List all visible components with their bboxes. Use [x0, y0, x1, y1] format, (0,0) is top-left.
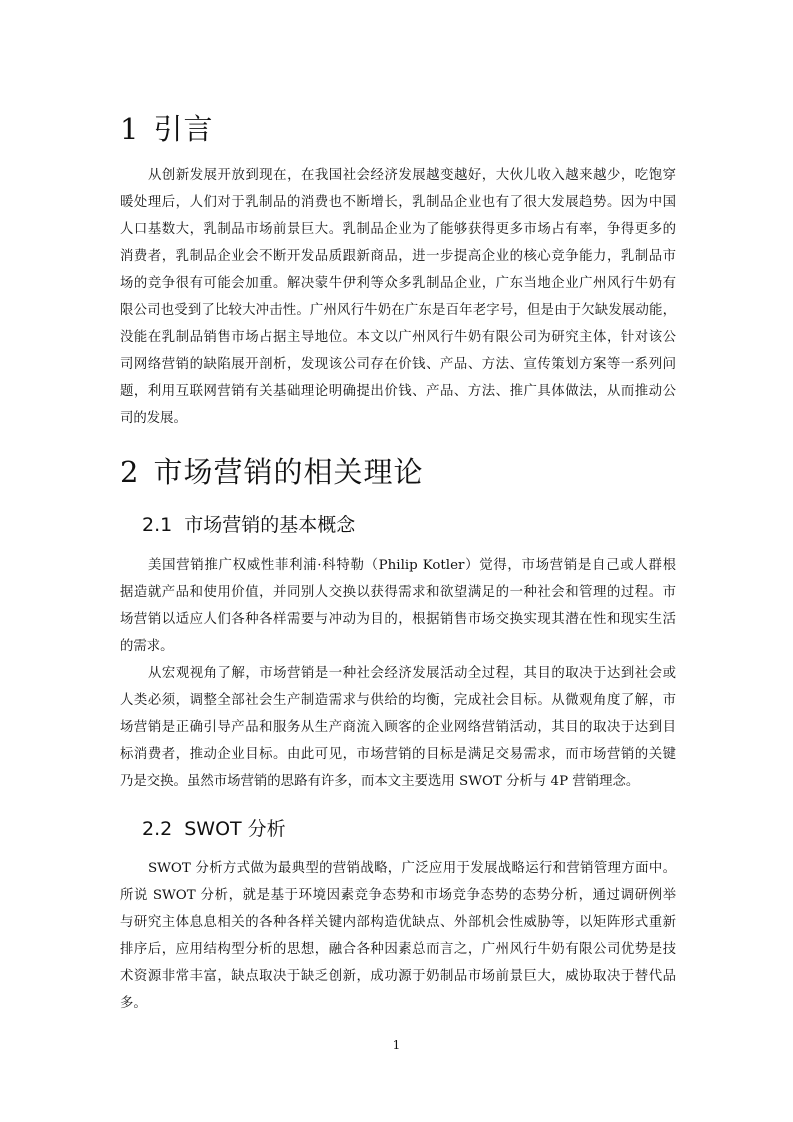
text-line: 所说 SWOT 分析，就是基于环境因素竞争态势和市场竞争态势的态势分析，通过调研例举	[120, 888, 676, 903]
text-line: 场的竞争很有可能会加重。解决蒙牛伊利等众多乳制品企业，广东当地企业广州风行牛奶有	[120, 276, 676, 291]
section-title: 引言	[153, 112, 214, 146]
text-line: 人类必须，调整全部社会生产制造需求与供给的均衡，完成社会目标。从微观角度了解，市	[120, 693, 676, 708]
text-line: 排序后，应用结构型分析的思想，融合各种因素总而言之，广州风行牛奶有限公司优势是技	[120, 942, 676, 957]
text-line: 消费者，乳制品企业会不断开发品质跟新商品，进一步提高企业的核心竞争能力，乳制品市	[120, 249, 676, 264]
text-line: 没能在乳制品销售市场占据主导地位。本文以广州风行牛奶有限公司为研究主体，针对该公	[120, 330, 676, 345]
page-number: 1	[392, 1038, 401, 1052]
section-title: 市场营销的相关理论	[153, 455, 424, 489]
section-number: 2	[120, 455, 140, 489]
text-line: 司的发展。	[120, 411, 187, 426]
text-line: SWOT 分析方式做为最典型的营销战略，广泛应用于发展战略运行和营销管理方面中。	[148, 861, 676, 876]
text-line: 司网络营销的缺陷展开剖析，发现该公司存在价钱、产品、方法、宣传策划方案等一系列问	[120, 357, 676, 372]
subsection-number: 2.1	[142, 514, 173, 536]
text-line: 术资源非常丰富，缺点取决于缺乏创新，成功源于奶制品市场前景巨大，威协取决于替代品	[120, 969, 676, 984]
text-line: 乃是交换。虽然市场营销的思路有许多，而本文主要选用 SWOT 分析与 4P 营销理念。	[120, 774, 640, 789]
text-line: 多。	[120, 996, 147, 1011]
text-line: 标消费者，推动企业目标。由此可见，市场营销的目标是满足交易需求，而市场营销的关键	[120, 747, 676, 762]
subsection-heading-2-2	[142, 820, 286, 839]
text-line: 题，利用互联网营销有关基础理论明确提出价钱、产品、方法、推广具体做法，从而推动公	[120, 384, 676, 399]
text-line: 限公司也受到了比较大冲击性。广州风行牛奶在广东是百年老字号，但是由于欠缺发展动能，	[120, 303, 676, 318]
text-line: 从创新发展开放到现在，在我国社会经济发展越变越好，大伙儿收入越来越少，吃饱穿	[148, 168, 676, 183]
subsection-title: SWOT 分析	[184, 818, 286, 840]
text-line: 的需求。	[120, 639, 174, 654]
paragraph	[120, 855, 676, 1017]
text-line: 人口基数大，乳制品市场前景巨大。乳制品企业为了能够获得更多市场占有率，争得更多的	[120, 222, 676, 237]
text-line: 暖处理后，人们对于乳制品的消费也不断增长，乳制品企业也有了很大发展趋势。因为中国	[120, 195, 676, 210]
section-heading-2	[120, 455, 424, 489]
subsection-title: 市场营销的基本概念	[184, 514, 356, 536]
paragraph	[120, 162, 676, 432]
section-number: 1	[120, 112, 140, 146]
section-heading-1	[120, 112, 214, 146]
text-line: 与研究主体息息相关的各种各样关键内部构造优缺点、外部机会性威胁等，以矩阵形式重新	[120, 915, 676, 930]
text-line: 场营销以适应人们各种各样需要与冲动为目的，根据销售市场交换实现其潜在性和现实生活	[120, 612, 676, 627]
text-line: 从宏观视角了解，市场营销是一种社会经济发展活动全过程，其目的取决于达到社会或	[148, 666, 676, 681]
text-line: 据造就产品和使用价值，并同别人交换以获得需求和欲望满足的一种社会和管理的过程。市	[120, 585, 676, 600]
paragraph	[120, 552, 676, 660]
text-line: 场营销是正确引导产品和服务从生产商流入顾客的企业网络营销活动，其目的取决于达到目	[120, 720, 676, 735]
subsection-heading-2-1	[142, 516, 355, 535]
text-line: 美国营销推广权威性菲利浦·科特勒（Philip Kotler）觉得，市场营销是自己或人群根	[148, 558, 676, 573]
subsection-number: 2.2	[142, 818, 173, 840]
paragraph	[120, 660, 676, 795]
